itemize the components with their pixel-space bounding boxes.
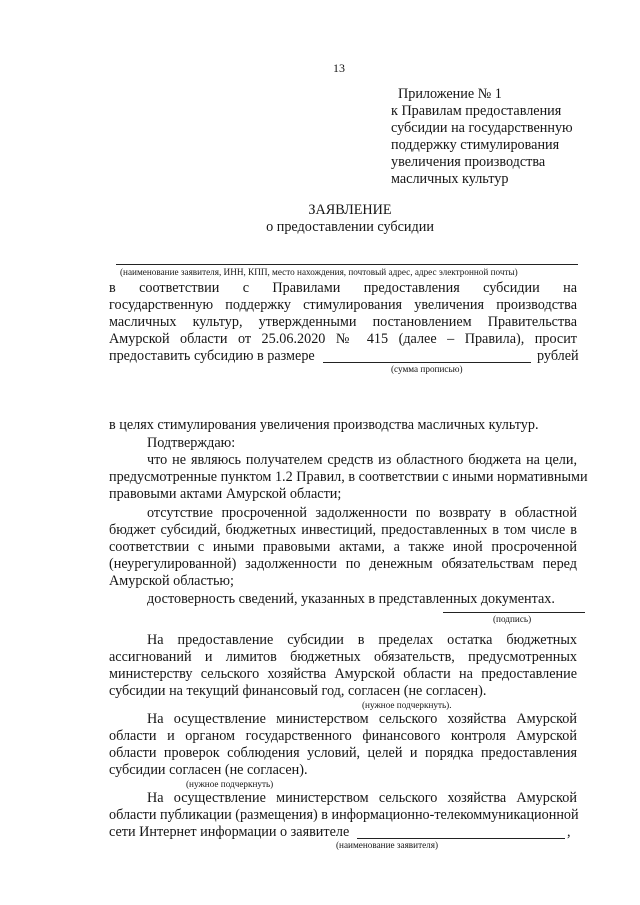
amount-field-line[interactable] [323, 362, 531, 363]
amount-suffix: рублей [537, 348, 579, 364]
consent1-line: ассигнований и лимитов бюджетных обязательств, предусмотренных [109, 649, 577, 665]
applicant-name-field-line[interactable] [357, 838, 565, 839]
amount-caption: (сумма прописью) [391, 364, 463, 374]
consent2-line: субсидии согласен (не согласен). [109, 762, 308, 778]
request-line: в соответствии с Правилами предоставления субсидии на [109, 280, 577, 296]
confirm-item1-line: предусмотренные пунктом 1.2 Правил, в соответствии с иными нормативными [109, 469, 588, 485]
amount-prefix: предоставить субсидию в размере [109, 348, 315, 364]
appendix-line: к Правилам предоставления [391, 103, 562, 119]
consent2-line: На осуществление министерством сельского хозяйства Амурской [147, 711, 577, 727]
consent1-line: министерству сельского хозяйства Амурской области на предоставление [109, 666, 577, 682]
consent3-prefix: сети Интернет информации о заявителе [109, 824, 350, 840]
appendix-line: поддержку стимулирования [391, 137, 560, 153]
signature-line[interactable] [443, 612, 585, 613]
consent2-line: области проверок соблюдения условий, целей и порядка предоставления [109, 745, 577, 761]
signature-caption: (подпись) [493, 614, 532, 624]
consent1-line: субсидии на текущий финансовый год, согласен (не согласен). [109, 683, 487, 699]
consent3-line: На осуществление министерством сельского хозяйства Амурской [147, 790, 577, 806]
confirm-item2-line: (неурегулированной) задолженности по денежным обязательствам перед [109, 556, 577, 572]
consent3-suffix: , [567, 824, 571, 840]
confirm-item3-line: достоверность сведений, указанных в представленных документах. [147, 591, 555, 607]
request-line: государственную поддержку стимулирования увеличения производства [109, 297, 577, 313]
request-line: масличных культур, утвержденными постановлением Правительства [109, 314, 577, 330]
page-number: 13 [333, 61, 345, 75]
consent2-caption: (нужное подчеркнуть) [186, 779, 274, 789]
document-subtitle: о предоставлении субсидии [266, 219, 434, 235]
confirm-item2-line: Амурской областью; [109, 573, 234, 589]
confirm-item2-line: отсутствие просроченной задолженности по возврату в областной [147, 505, 577, 521]
consent3-line: области публикации (размещения) в информационно-телекоммуникационной [109, 807, 579, 823]
applicant-line [116, 264, 578, 265]
confirm-heading: Подтверждаю: [147, 435, 236, 451]
consent2-line: области и органом государственного финансового контроля Амурской [109, 728, 577, 744]
consent1-line: На предоставление субсидии в пределах остатка бюджетных [147, 632, 577, 648]
consent1-caption: (нужное подчеркнуть). [362, 700, 452, 710]
document-title: ЗАЯВЛЕНИЕ [308, 202, 392, 218]
request-line: Амурской области от 25.06.2020 № 415 (далее – Правила), просит [109, 331, 577, 347]
appendix-line: увеличения производства [391, 154, 546, 170]
purpose-line: в целях стимулирования увеличения производства масличных культур. [109, 417, 539, 433]
consent3-caption: (наименование заявителя) [336, 840, 439, 850]
confirm-item2-line: соответствии с иными правовыми актами, а также иной просроченной [109, 539, 577, 555]
confirm-item2-line: бюджет субсидий, бюджетных инвестиций, предоставленных в том числе в [109, 522, 577, 538]
appendix-line: Приложение № 1 [398, 86, 502, 102]
appendix-line: масличных культур [391, 171, 509, 187]
applicant-caption: (наименование заявителя, ИНН, КПП, место нахождения, почтовый адрес, адрес электронной почты) [120, 267, 518, 277]
appendix-line: субсидии на государственную [391, 120, 573, 136]
confirm-item1-line: что не являюсь получателем средств из областного бюджета на цели, [147, 452, 577, 468]
confirm-item1-line: правовыми актами Амурской области; [109, 486, 342, 502]
